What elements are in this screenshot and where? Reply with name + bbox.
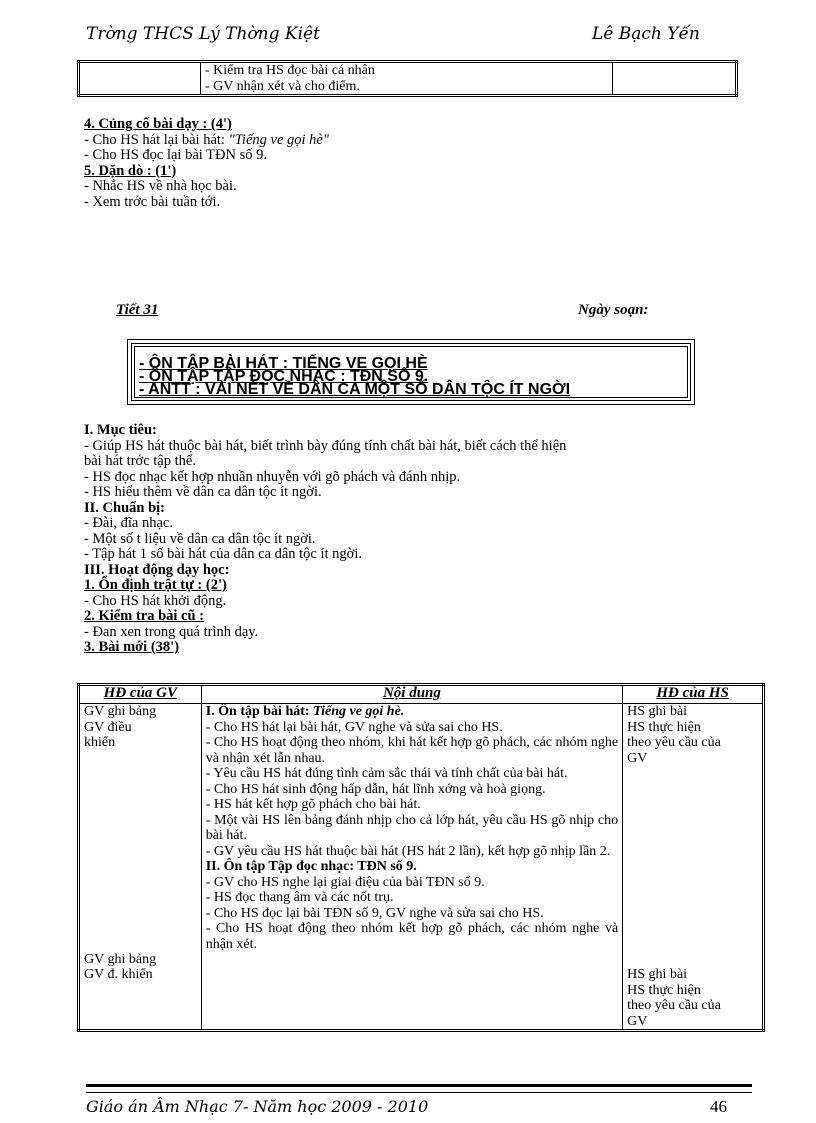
top-table-gv-cell: [79, 62, 201, 96]
objectives-line: - Giúp HS hát thuộc bài hát, biết trình bày đúng tính chất bài hát, biết cách thể hiện: [84, 437, 567, 454]
activities-title: III. Hoạt động dạy học:: [84, 561, 230, 578]
gv-line: GV đ. khiển: [84, 967, 153, 982]
gv-line: khiển: [84, 735, 116, 750]
objectives-line: bài hát trớc tập thể.: [84, 453, 196, 469]
footer-rule: [86, 1084, 752, 1093]
hs-line: HS thực hiện: [627, 982, 701, 998]
section-5-line: - Nhắc HS về nhà học bài.: [84, 178, 237, 194]
content-line: - HS hát kết hợp gõ phách cho bài hát.: [205, 797, 421, 812]
part-1-title: I. Ôn tập bài hát: Tiếng ve gọi hè.: [205, 704, 405, 719]
section-4-line: - Cho HS hát lại bài hát: "Tiếng ve gọi hè": [84, 131, 329, 148]
hs-line: GV: [627, 750, 648, 766]
col-header-hs: HĐ của HS: [623, 685, 764, 704]
content-line: - Một vài HS lên bảng đánh nhịp cho cả lớp hát, yêu cầu HS gõ nhịp cho bài hát.: [205, 812, 619, 843]
top-continuation-table: [77, 60, 738, 97]
content-line: - GV yêu cầu HS hát thuộc bài hát (HS hát 2 lần), kết hợp gõ nhịp lần 2.: [205, 843, 611, 859]
content-line: - Yêu cầu HS hát đúng tình cảm sắc thái và tính chất của bài hát.: [205, 766, 568, 781]
top-table-line: - GV nhận xét và cho điểm.: [205, 78, 360, 94]
content-line: - Cho HS hát sinh động hấp dẫn, hát lĩnh xớng và hoà giọng.: [205, 781, 546, 797]
footer-title: Giáo án Âm Nhạc 7- Năm học 2009 - 2010: [86, 1097, 429, 1116]
gv-line: GV ghi bảng: [84, 704, 157, 719]
prep-line: - Một số t liệu về dân ca dân tộc ít ngời.: [84, 530, 316, 547]
content-cell: [201, 704, 622, 1031]
lesson-title-line: - ÔN TẬP TẬP ĐỌC NHẠC : TĐN SỐ 9.: [139, 368, 429, 385]
content-line: - Cho HS hoạt động theo nhóm kết hợp gõ phách, các nhóm nghe và nhận xét.: [205, 921, 619, 952]
hs-line: GV: [627, 1013, 648, 1029]
objectives-title: I. Mục tiêu:: [84, 422, 157, 438]
hs-line: HS ghi bài: [627, 704, 688, 719]
col-header-gv: HĐ của GV: [79, 685, 202, 704]
hs-line: theo yêu cầu của: [627, 735, 721, 750]
gv-line: GV điều: [84, 719, 132, 735]
lesson-number: Tiết 31: [116, 302, 159, 318]
section-4-title: 4. Củng cố bài dạy : (4'): [84, 116, 232, 132]
prep-line: - Đài, đĩa nhạc.: [84, 515, 173, 531]
content-line: - HS đọc thang âm và các nốt trụ.: [205, 890, 394, 905]
top-table-content-cell: [201, 62, 613, 96]
prep-line: - Tập hát 1 số bài hát của dân ca dân tộc ít ngời.: [84, 546, 362, 562]
lesson-title-line: - ANTT : VÀI NÉT VỀ DÂN CA MỘT SỐ DÂN TỘC ÍT NGỜI: [139, 381, 571, 398]
hs-line: HS thực hiện: [627, 719, 701, 735]
activity-1-line: - Cho HS hát khởi động.: [84, 592, 227, 609]
col-header-content: Nội dung: [201, 685, 622, 704]
section-4: [84, 117, 329, 210]
prep-title: II. Chuẩn bị:: [84, 499, 165, 516]
top-table-hs-cell: [613, 62, 737, 96]
gv-activity-cell: [79, 704, 202, 1031]
objectives-line: - HS đọc nhạc kết hợp nhuần nhuyễn với gõ phách và đánh nhịp.: [84, 468, 461, 485]
top-table-line: - Kiểm tra HS đọc bài cá nhân: [205, 63, 375, 78]
hs-line: theo yêu cầu của: [627, 998, 721, 1013]
activity-2-title: 2. Kiểm tra bài cũ :: [84, 608, 205, 624]
lesson-date-label: Ngày soạn:: [578, 302, 649, 318]
content-line: - Cho HS hoạt động theo nhóm, khi hát kết hợp gõ phách, các nhóm nghe và nhận xét lẫn nhau.: [205, 735, 619, 766]
section-4-line: - Cho HS đọc lại bài TĐN số 9.: [84, 147, 267, 163]
activity-3-title: 3. Bài mới (38'): [84, 639, 180, 655]
lesson-activity-table: [77, 683, 765, 1032]
lesson-title-box: [131, 343, 691, 401]
objectives-line: - HS hiểu thêm về dân ca dân tộc ít ngời.: [84, 484, 322, 500]
content-line: - Cho HS đọc lại bài TĐN số 9, GV nghe và sửa sai cho HS.: [205, 905, 544, 921]
activity-2-line: - Đan xen trong quá trình dạy.: [84, 623, 259, 640]
section-5-line: - Xem trớc bài tuần tới.: [84, 193, 221, 210]
activity-1-title: 1. Ổn định trật tự : (2'): [84, 577, 227, 593]
gv-line: GV ghi bảng: [84, 951, 157, 967]
hs-activity-cell: [623, 704, 764, 1031]
content-line: - GV cho HS nghe lại giai điệu của bài TĐN số 9.: [205, 874, 485, 890]
hs-line: HS ghi bài: [627, 967, 688, 982]
lesson-body: [84, 423, 566, 656]
header-school: Trờng THCS Lý Thờng Kiệt: [86, 24, 320, 44]
page-number: 46: [710, 1097, 727, 1116]
section-5-title: 5. Dặn dò : (1'): [84, 162, 177, 179]
lesson-title-line: - ÔN TẬP BÀI HÁT : TIẾNG VE GỌI HÈ: [139, 355, 428, 372]
part-2-title: II. Ôn tập Tập đọc nhạc: TĐN số 9.: [205, 859, 417, 874]
header-author: Lê Bạch Yến: [592, 24, 700, 44]
content-line: - Cho HS hát lại bài hát, GV nghe và sửa sai cho HS.: [205, 719, 503, 735]
